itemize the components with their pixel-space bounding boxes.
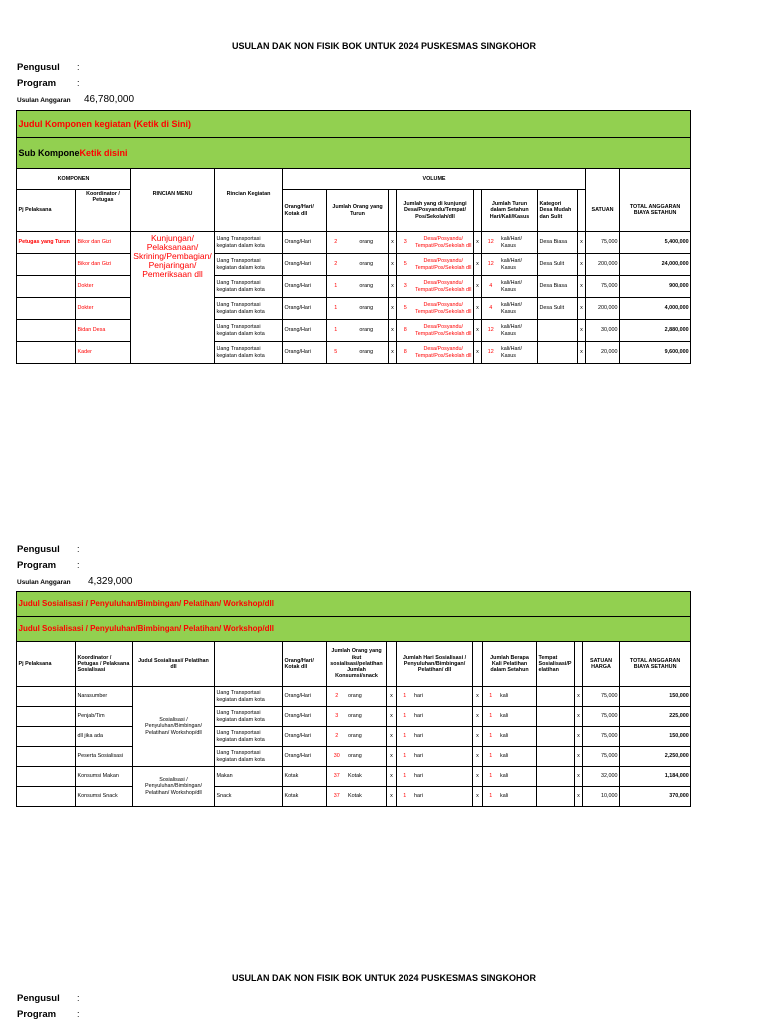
satuan-harga-cell[interactable]: 32,000 — [583, 767, 620, 787]
satuan-harga-cell[interactable]: 10,000 — [583, 787, 620, 807]
hari-unit-cell: hari — [413, 727, 473, 747]
tempat-cell[interactable] — [537, 687, 575, 707]
pengusul-label: Pengusul — [17, 62, 60, 73]
kategori-cell[interactable] — [538, 342, 578, 364]
unit-cell[interactable]: Kotak — [283, 767, 327, 787]
sub-komponen-band[interactable] — [17, 138, 691, 169]
kegiatan-cell[interactable]: Uang Transportasi kegiatan dalam kota — [215, 254, 283, 276]
unit-cell[interactable]: Orang/Hari — [283, 320, 327, 342]
multiply-cell: x — [578, 232, 586, 254]
multiply-cell: x — [389, 254, 397, 276]
usulan-anggaran-value: 46,780,000 — [84, 94, 135, 105]
kegiatan-cell[interactable]: Uang Transportasi kegiatan dalam kota — [215, 727, 283, 747]
header-total-2: TOTAL ANGGARAN BIAYA SETAHUN — [620, 642, 691, 687]
header-tempat: Tempat Sosialisasi/P elatihan — [537, 642, 575, 687]
header-komponen: KOMPONEN — [17, 169, 131, 190]
total-cell: 2,250,000 — [620, 747, 691, 767]
total-cell: 2,880,000 — [620, 320, 691, 342]
hari-unit-cell: hari — [413, 747, 473, 767]
tempat-cell[interactable] — [537, 767, 575, 787]
hari-unit-cell: hari — [413, 787, 473, 807]
program-colon-2: : — [77, 560, 80, 570]
pj-cell[interactable] — [17, 727, 76, 747]
usulan-anggaran-label-2: Usulan Anggaran — [17, 579, 71, 586]
table-row[interactable] — [17, 342, 691, 364]
table-row[interactable] — [17, 320, 691, 342]
table-row[interactable] — [17, 747, 691, 767]
kegiatan-cell[interactable]: Uang Transportasi kegiatan dalam kota — [215, 342, 283, 364]
jumlah-hari-cell[interactable]: 1 — [397, 707, 413, 727]
jumlah-orang-cell[interactable]: 2 — [327, 232, 345, 254]
orang-unit-cell: Kotak — [347, 767, 387, 787]
jumlah-dikunjungi-cell[interactable]: 3 — [397, 232, 414, 254]
kali-unit-cell: kali/Hari/ Kasus — [500, 342, 538, 364]
pj-cell[interactable] — [17, 254, 76, 276]
multiply-cell: x — [473, 767, 483, 787]
multiply-cell: x — [578, 254, 586, 276]
multiply-cell: x — [387, 787, 397, 807]
header-jumlah-dikunjungi: Jumlah yang di kunjungi Desa/Posyandu/Tempat/ Pos/Sekolah/dll — [397, 190, 474, 232]
koordinator-cell[interactable]: Peserta Sosialisasi — [76, 747, 133, 767]
total-cell: 5,400,000 — [620, 232, 691, 254]
jumlah-dikunjungi-cell[interactable]: 5 — [397, 298, 414, 320]
sub-komponen-label: Sub Kompone — [18, 147, 80, 158]
kali-unit-cell: kali/Hari/ Kasus — [500, 298, 538, 320]
orang-unit-cell: orang — [345, 342, 389, 364]
jumlah-turun-cell[interactable]: 12 — [482, 232, 500, 254]
kegiatan-cell[interactable]: Uang Transportasi kegiatan dalam kota — [215, 232, 283, 254]
header-volume: VOLUME — [283, 169, 586, 190]
tempat-unit-cell: Desa/Posyandu/ Tempat/Pos/Sekolah dll — [414, 232, 474, 254]
pj-cell[interactable] — [17, 707, 76, 727]
multiply-cell: x — [474, 232, 482, 254]
jumlah-orang-cell[interactable]: 30 — [327, 747, 347, 767]
total-cell: 900,000 — [620, 276, 691, 298]
header-total: TOTAL ANGGARAN BIAYA SETAHUN — [620, 190, 691, 232]
unit-cell[interactable]: Orang/Hari — [283, 687, 327, 707]
multiply-cell: x — [474, 342, 482, 364]
jumlah-orang-cell[interactable]: 1 — [327, 298, 345, 320]
rincian-menu-cell[interactable]: Kunjungan/ Pelaksanaan/ Skrining/Pembagian/ Penjaringan/ Pemeriksaan dll — [131, 232, 215, 364]
header-judul-sosialisasi: Judul Sosialisasi/ Pelatihan dll — [133, 642, 215, 687]
jumlah-turun-cell[interactable]: 12 — [482, 342, 500, 364]
kategori-cell[interactable] — [538, 320, 578, 342]
header-rincian-kegiatan: Rincian Kegiatan — [215, 190, 283, 232]
program-label-2: Program — [17, 560, 57, 571]
pengusul-colon-2: : — [77, 544, 80, 554]
orang-unit-cell: orang — [347, 727, 387, 747]
program-colon: : — [77, 78, 80, 88]
table-row[interactable] — [17, 707, 691, 727]
total-cell: 9,600,000 — [620, 342, 691, 364]
unit-cell[interactable]: Orang/Hari — [283, 254, 327, 276]
tempat-unit-cell: Desa/Posyandu/ Tempat/Pos/Sekolah dll — [414, 276, 474, 298]
multiply-cell: x — [575, 687, 583, 707]
orang-unit-cell: orang — [345, 232, 389, 254]
jumlah-kali-cell[interactable]: 1 — [483, 747, 499, 767]
header-jumlah-orang-2: Jumlah Orang yang ikut sosialisasi/pelatihan Jumlah Konsumsi/snack — [327, 642, 387, 687]
header-pj-pelaksana-2: Pj Pelaksana — [17, 642, 76, 687]
table-row[interactable] — [17, 276, 691, 298]
table-row[interactable] — [17, 232, 691, 254]
multiply-cell: x — [473, 727, 483, 747]
hari-unit-cell: hari — [413, 687, 473, 707]
unit-cell[interactable]: Orang/Hari — [283, 342, 327, 364]
satuan-cell[interactable]: 20,000 — [586, 342, 620, 364]
program-label-3: Program — [17, 1009, 57, 1020]
pj-cell[interactable] — [17, 342, 76, 364]
jumlah-hari-cell[interactable]: 1 — [397, 687, 413, 707]
jumlah-orang-cell[interactable]: 37 — [327, 767, 347, 787]
kategori-cell[interactable]: Desa Biasa — [538, 276, 578, 298]
multiply-cell: x — [575, 707, 583, 727]
tempat-unit-cell: Desa/Posyandu/ Tempat/Pos/Sekolah dll — [414, 342, 474, 364]
unit-cell[interactable]: Orang/Hari — [283, 298, 327, 320]
orang-unit-cell: orang — [345, 320, 389, 342]
satuan-harga-cell[interactable]: 75,000 — [583, 727, 620, 747]
koordinator-cell[interactable]: Kader — [76, 342, 131, 364]
multiply-cell: x — [575, 727, 583, 747]
jumlah-turun-cell[interactable]: 12 — [482, 320, 500, 342]
program-label: Program — [17, 78, 57, 89]
kali-unit-cell: kali — [499, 747, 537, 767]
koordinator-cell[interactable]: Bikor dan Gizi — [76, 232, 131, 254]
jumlah-orang-cell[interactable]: 1 — [327, 320, 345, 342]
table-row[interactable] — [17, 767, 691, 787]
multiply-cell: x — [575, 767, 583, 787]
koordinator-cell[interactable]: dll jika ada — [76, 727, 133, 747]
unit-cell[interactable]: Orang/Hari — [283, 747, 327, 767]
jumlah-hari-cell[interactable]: 1 — [397, 727, 413, 747]
header-orang-hari-2: Orang/Hari/ Kotak dll — [283, 642, 327, 687]
multiply-cell: x — [389, 232, 397, 254]
orang-unit-cell: orang — [347, 687, 387, 707]
jumlah-kali-cell[interactable]: 1 — [483, 767, 499, 787]
header-koordinator-2: Koordinator / Petugas / Pelaksana Sosialisasi — [76, 642, 133, 687]
kegiatan-cell[interactable]: Uang Transportasi kegiatan dalam kota — [215, 707, 283, 727]
multiply-cell: x — [389, 342, 397, 364]
multiply-cell: x — [387, 687, 397, 707]
satuan-cell[interactable]: 75,000 — [586, 232, 620, 254]
kali-unit-cell: kali/Hari/ Kasus — [500, 276, 538, 298]
satuan-cell[interactable]: 200,000 — [586, 298, 620, 320]
header-pj-pelaksana: Pj Pelaksana — [17, 190, 76, 232]
multiply-cell: x — [387, 707, 397, 727]
koordinator-cell[interactable]: Konsumsi Makan — [76, 767, 133, 787]
jumlah-hari-cell[interactable]: 1 — [397, 747, 413, 767]
komponen-title-band[interactable]: Judul Komponen kegiatan (Ketik di Sini) — [17, 111, 691, 138]
unit-cell[interactable]: Orang/Hari — [283, 232, 327, 254]
kategori-cell[interactable]: Desa Sulit — [538, 298, 578, 320]
jumlah-dikunjungi-cell[interactable]: 5 — [397, 254, 414, 276]
document-title: USULAN DAK NON FISIK BOK UNTUK 2024 PUSKESMAS SINGKOHOR — [231, 41, 537, 51]
orang-unit-cell: orang — [347, 707, 387, 727]
header-jumlah-orang: Jumlah Orang yang Turun — [327, 190, 389, 232]
multiply-cell: x — [473, 747, 483, 767]
multiply-cell: x — [474, 298, 482, 320]
unit-cell[interactable]: Orang/Hari — [283, 276, 327, 298]
sosialisasi-table — [16, 591, 691, 807]
pengusul-colon-3: : — [77, 993, 80, 1003]
header-kategori: Kategori Desa Mudah dan Sulit — [538, 190, 578, 232]
pj-cell[interactable] — [17, 687, 76, 707]
multiply-cell: x — [473, 707, 483, 727]
total-cell: 1,184,000 — [620, 767, 691, 787]
hari-unit-cell: hari — [413, 767, 473, 787]
multiply-cell: x — [575, 747, 583, 767]
satuan-harga-cell[interactable]: 75,000 — [583, 707, 620, 727]
table-row[interactable] — [17, 727, 691, 747]
tempat-unit-cell: Desa/Posyandu/ Tempat/Pos/Sekolah dll — [414, 298, 474, 320]
koordinator-cell[interactable]: Narasumber — [76, 687, 133, 707]
multiply-cell: x — [474, 320, 482, 342]
table-row[interactable] — [17, 787, 691, 807]
jumlah-turun-cell[interactable]: 12 — [482, 254, 500, 276]
koordinator-cell[interactable]: Bikor dan Gizi — [76, 254, 131, 276]
tempat-cell[interactable] — [537, 787, 575, 807]
total-cell: 150,000 — [620, 727, 691, 747]
multiply-cell: x — [578, 276, 586, 298]
tempat-cell[interactable] — [537, 727, 575, 747]
table-row[interactable] — [17, 254, 691, 276]
satuan-cell[interactable]: 30,000 — [586, 320, 620, 342]
jumlah-turun-cell[interactable]: 4 — [482, 298, 500, 320]
total-cell: 150,000 — [620, 687, 691, 707]
kali-unit-cell: kali — [499, 787, 537, 807]
multiply-cell: x — [389, 298, 397, 320]
header-rincian-menu: RINCIAN MENU — [131, 190, 215, 232]
header-orang-hari: Orang/Hari/ Kotak dll — [283, 190, 327, 232]
kegiatan-cell[interactable]: Uang Transportasi kegiatan dalam kota — [215, 276, 283, 298]
hari-unit-cell: hari — [413, 707, 473, 727]
komponen-table — [16, 110, 691, 364]
kategori-cell[interactable]: Desa Sulit — [538, 254, 578, 276]
total-cell: 370,000 — [620, 787, 691, 807]
jumlah-hari-cell[interactable]: 1 — [397, 767, 413, 787]
jumlah-turun-cell[interactable]: 4 — [482, 276, 500, 298]
tempat-cell[interactable] — [537, 707, 575, 727]
koordinator-cell[interactable]: Bidan Desa — [76, 320, 131, 342]
pengusul-colon: : — [77, 62, 80, 72]
satuan-cell[interactable]: 200,000 — [586, 254, 620, 276]
total-cell: 24,000,000 — [620, 254, 691, 276]
jumlah-orang-cell[interactable]: 5 — [327, 342, 345, 364]
jumlah-kali-cell[interactable]: 1 — [483, 727, 499, 747]
tempat-unit-cell: Desa/Posyandu/ Tempat/Pos/Sekolah dll — [414, 254, 474, 276]
multiply-cell: x — [387, 767, 397, 787]
jumlah-kali-cell[interactable]: 1 — [483, 787, 499, 807]
orang-unit-cell: Kotak — [347, 787, 387, 807]
usulan-anggaran-value-2: 4,329,000 — [88, 576, 133, 587]
kali-unit-cell: kali — [499, 767, 537, 787]
kali-unit-cell: kali/Hari/ Kasus — [500, 320, 538, 342]
kegiatan-cell[interactable]: Uang Transportasi kegiatan dalam kota — [215, 747, 283, 767]
unit-cell[interactable]: Orang/Hari — [283, 707, 327, 727]
header-satuan-harga: SATUAN HARGA — [583, 642, 620, 687]
total-cell: 225,000 — [620, 707, 691, 727]
jumlah-orang-cell[interactable]: 2 — [327, 727, 347, 747]
satuan-harga-cell[interactable]: 75,000 — [583, 687, 620, 707]
sub-komponen-value: Ketik disini — [79, 147, 128, 158]
jumlah-dikunjungi-cell[interactable]: 8 — [397, 342, 414, 364]
orang-unit-cell: orang — [345, 276, 389, 298]
kegiatan-cell[interactable]: Uang Transportasi kegiatan dalam kota — [215, 687, 283, 707]
kali-unit-cell: kali — [499, 707, 537, 727]
tempat-cell[interactable] — [537, 747, 575, 767]
kali-unit-cell: kali/Hari/ Kasus — [500, 254, 538, 276]
multiply-cell: x — [389, 276, 397, 298]
pengusul-label-2: Pengusul — [17, 544, 60, 555]
jumlah-orang-cell[interactable]: 2 — [327, 254, 345, 276]
kegiatan-cell[interactable]: Makan — [215, 767, 283, 787]
document-title-3: USULAN DAK NON FISIK BOK UNTUK 2024 PUSKESMAS SINGKOHOR — [231, 973, 537, 983]
multiply-cell: x — [387, 727, 397, 747]
header-jumlah-hari: Jumlah Hari Sosialisasi / Penyuluhan/Bimbingan/ Pelatihan/ dll — [397, 642, 473, 687]
orang-unit-cell: orang — [345, 254, 389, 276]
table-row[interactable] — [17, 687, 691, 707]
multiply-cell: x — [474, 276, 482, 298]
header-jumlah-kali: Jumlah Berapa Kali Pelatihan dalam Setahun — [483, 642, 537, 687]
sosialisasi-table-body — [17, 687, 691, 807]
program-colon-3: : — [77, 1009, 80, 1019]
kegiatan-cell[interactable]: Uang Transportasi kegiatan dalam kota — [215, 298, 283, 320]
multiply-cell: x — [387, 747, 397, 767]
koordinator-cell[interactable]: Dokter — [76, 298, 131, 320]
orang-unit-cell: orang — [347, 747, 387, 767]
multiply-cell: x — [578, 320, 586, 342]
satuan-harga-cell[interactable]: 75,000 — [583, 747, 620, 767]
pj-cell[interactable] — [17, 276, 76, 298]
header-koordinator: Koordinator / Petugas — [76, 190, 131, 232]
pj-cell[interactable] — [17, 747, 76, 767]
multiply-cell: x — [578, 342, 586, 364]
multiply-cell: x — [473, 787, 483, 807]
usulan-anggaran-label: Usulan Anggaran — [17, 97, 71, 104]
jumlah-dikunjungi-cell[interactable]: 8 — [397, 320, 414, 342]
kategori-cell[interactable]: Desa Biasa — [538, 232, 578, 254]
sosialisasi-title-band[interactable]: Judul Sosialisasi / Penyuluhan/Bimbingan/ Pelatihan/ Workshop/dll — [17, 592, 691, 617]
orang-unit-cell: orang — [345, 298, 389, 320]
jumlah-kali-cell[interactable]: 1 — [483, 687, 499, 707]
jumlah-kali-cell[interactable]: 1 — [483, 707, 499, 727]
jumlah-orang-cell[interactable]: 2 — [327, 687, 347, 707]
total-cell: 4,000,000 — [620, 298, 691, 320]
multiply-cell: x — [473, 687, 483, 707]
kali-unit-cell: kali — [499, 727, 537, 747]
kali-unit-cell: kali/Hari/ Kasus — [500, 232, 538, 254]
kegiatan-cell[interactable]: Snack — [215, 787, 283, 807]
unit-cell[interactable]: Kotak — [283, 787, 327, 807]
jumlah-hari-cell[interactable]: 1 — [397, 787, 413, 807]
header-satuan: SATUAN — [586, 190, 620, 232]
komponen-table-body — [17, 232, 691, 364]
satuan-cell[interactable]: 75,000 — [586, 276, 620, 298]
tempat-unit-cell: Desa/Posyandu/ Tempat/Pos/Sekolah dll — [414, 320, 474, 342]
multiply-cell: x — [575, 787, 583, 807]
table-row[interactable] — [17, 298, 691, 320]
koordinator-cell[interactable]: Dokter — [76, 276, 131, 298]
jumlah-orang-cell[interactable]: 3 — [327, 707, 347, 727]
pj-cell[interactable] — [17, 298, 76, 320]
jumlah-dikunjungi-cell[interactable]: 3 — [397, 276, 414, 298]
kegiatan-cell[interactable]: Uang Transportasi kegiatan dalam kota — [215, 320, 283, 342]
pj-cell[interactable]: Petugas yang Turun — [17, 232, 76, 254]
judul-cell[interactable]: Sosialisasi / Penyuluhan/Bimbingan/ Pelatihan/ Workshop/dll — [133, 767, 215, 807]
multiply-cell: x — [389, 320, 397, 342]
multiply-cell: x — [578, 298, 586, 320]
pj-cell[interactable] — [17, 320, 76, 342]
jumlah-orang-cell[interactable]: 1 — [327, 276, 345, 298]
unit-cell[interactable]: Orang/Hari — [283, 727, 327, 747]
multiply-cell: x — [474, 254, 482, 276]
sosialisasi-sub-band[interactable]: Judul Sosialisasi / Penyuluhan/Bimbingan/ Pelatihan/ Workshop/dll — [17, 617, 691, 642]
header-jumlah-turun: Jumlah Turun dalam Setahun Hari/Kali/Kasus — [482, 190, 538, 232]
pengusul-label-3: Pengusul — [17, 993, 60, 1004]
koordinator-cell[interactable]: Konsumsi Snack — [76, 787, 133, 807]
judul-cell[interactable]: Sosialisasi / Penyuluhan/Bimbingan/ Pelatihan/ Workshop/dll — [133, 687, 215, 767]
koordinator-cell[interactable]: Penjab/Tim — [76, 707, 133, 727]
kali-unit-cell: kali — [499, 687, 537, 707]
jumlah-orang-cell[interactable]: 37 — [327, 787, 347, 807]
pj-cell[interactable] — [17, 767, 76, 787]
pj-cell[interactable] — [17, 787, 76, 807]
